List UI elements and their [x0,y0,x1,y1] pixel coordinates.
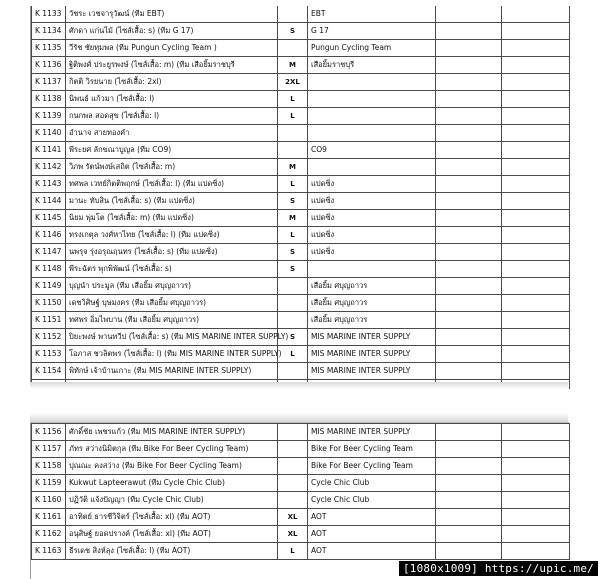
participant-table-2 [31,423,570,560]
empty-cell [502,441,570,458]
shirt-size-cell: L [278,227,308,244]
empty-cell [436,91,502,108]
participant-name-cell: วิภพ รัตน์พงษ์เสถิต (ไซส์เสื้อ: m) [66,159,278,176]
participant-name-cell: มานะ ทับสิน (ไซส์เสื้อ: s) (ทีม แปดซิ่ง) [66,193,278,210]
empty-cell [436,57,502,74]
participant-name-cell: โอภาส ชวลิตพร (ไซส์เสื้อ: l) (ทีม MIS MARINE INTER SUPPLY) [66,346,278,363]
participant-name-cell: ทรงเกตุล วงศ์หาไทย (ไซส์เสื้อ: l) (ทีม แปดซิ่ง) [66,227,278,244]
bib-number-cell: K 1152 [32,329,66,346]
shirt-size-cell [278,492,308,509]
table-row [32,6,570,23]
empty-cell [502,57,570,74]
empty-cell [436,159,502,176]
table-row [32,142,570,159]
participant-name-cell: เดชวิศิษฐ์ บุษมงคร (ทีม เสือยิ้ม ศบุญถาวร) [66,295,278,312]
bib-number-cell: K 1159 [32,475,66,492]
empty-cell [502,23,570,40]
table-row [32,363,570,380]
empty-cell [502,210,570,227]
participant-name-cell: ฐิติพงศ์ ประยูรพงษ์ (ไซส์เสื้อ: m) (ทีม เสือยิ้มราชบุรี [66,57,278,74]
shirt-size-cell: M [278,159,308,176]
empty-cell [502,312,570,329]
bib-number-cell: K 1149 [32,278,66,295]
empty-cell [502,278,570,295]
team-cell: แปดซิ่ง [308,244,436,261]
table-row [32,176,570,193]
participant-name-cell: ศักดา แก่นไม้ (ไซส์เสื้อ: s) (ทีม G 17) [66,23,278,40]
team-cell: MIS MARINE INTER SUPPLY [308,346,436,363]
bib-number-cell: K 1153 [32,346,66,363]
team-cell [308,91,436,108]
participant-name-cell: นิยม พุ่มโต (ไซส์เสื้อ: m) (ทีม แปดซิ่ง) [66,210,278,227]
page-gap-shadow [30,413,568,422]
team-cell: เสือยิ้ม ศบุญถาวร [308,295,436,312]
empty-cell [436,346,502,363]
table-row [32,57,570,74]
team-cell [308,74,436,91]
table-row [32,108,570,125]
bib-number-cell: K 1161 [32,509,66,526]
table-row [32,346,570,363]
bib-number-cell: K 1163 [32,543,66,560]
team-cell: AOT [308,509,436,526]
empty-cell [502,261,570,278]
table-row [32,261,570,278]
shirt-size-cell: S [278,261,308,278]
empty-cell [436,526,502,543]
table-row [32,509,570,526]
empty-cell [502,492,570,509]
empty-cell [436,125,502,142]
participant-name-cell: ปฏิวัติ แจ้งปัญญา (ทีม Cycle Chic Club) [66,492,278,509]
shirt-size-cell: L [278,176,308,193]
table-row [32,543,570,560]
bib-number-cell: K 1135 [32,40,66,57]
empty-cell [502,125,570,142]
empty-cell [502,329,570,346]
shirt-size-cell [278,295,308,312]
empty-cell [436,329,502,346]
participant-name-cell: วัชระ เวชจารุวัฒน์ (ทีม EBT) [66,6,278,23]
shirt-size-cell: L [278,543,308,560]
image-size-watermark: [1080x1009] https://upic.me/ [399,561,598,576]
participant-name-cell: นพรุจ รุ่งอรุณฤนทร (ไซส์เสื้อ: s) (ทีม แปดซิ่ง) [66,244,278,261]
participant-name-cell: อาทิตย์ ธารชีวิจิตร์ (ไซส์เสื้อ: xl) (ทีม AOT) [66,509,278,526]
bib-number-cell: K 1157 [32,441,66,458]
team-cell [308,159,436,176]
shirt-size-cell [278,40,308,57]
bib-number-cell: K 1154 [32,363,66,380]
empty-cell [436,261,502,278]
empty-cell [502,526,570,543]
shirt-size-cell: L [278,346,308,363]
shirt-size-cell [278,424,308,441]
table-row [32,227,570,244]
shirt-size-cell [278,312,308,329]
empty-cell [502,346,570,363]
team-cell: Cycle Chic Club [308,475,436,492]
table-row [32,441,570,458]
document-page-2 [30,422,569,579]
bib-number-cell: K 1133 [32,6,66,23]
participant-name-cell: บุญนำ ประมูล (ทีม เสือยิ้ม ศบุญถาวร) [66,278,278,295]
empty-cell [436,23,502,40]
participant-name-cell: นิพนธ์ แก้วมา (ไซส์เสื้อ: l) [66,91,278,108]
table-row [32,329,570,346]
table-row [32,458,570,475]
empty-cell [502,74,570,91]
empty-cell [436,424,502,441]
team-cell: MIS MARINE INTER SUPPLY [308,363,436,380]
empty-cell [502,424,570,441]
participant-name-cell: วีรัช ชัยทุมพล (ทีม Pungun Cycling Team ) [66,40,278,57]
table-row [32,74,570,91]
empty-cell [502,509,570,526]
bib-number-cell: K 1147 [32,244,66,261]
participant-name-cell: พีระยศ ลักขณาบูญล (ทีม CO9) [66,142,278,159]
empty-cell [436,142,502,159]
bib-number-cell: K 1156 [32,424,66,441]
participant-name-cell: ภัทร สว่างนิมิตกุล (ทีม Bike For Beer Cycling Team) [66,441,278,458]
bib-number-cell: K 1162 [32,526,66,543]
team-cell: CO9 [308,142,436,159]
empty-cell [502,458,570,475]
team-cell [308,108,436,125]
participant-name-cell: อำนาจ สายทองคำ [66,125,278,142]
table-row [32,278,570,295]
empty-cell [436,458,502,475]
document-page-1 [30,6,570,382]
bib-number-cell: K 1134 [32,23,66,40]
bib-number-cell: K 1145 [32,210,66,227]
team-cell: AOT [308,543,436,560]
empty-cell [502,363,570,380]
table-row [32,40,570,57]
team-cell: แปดซิ่ง [308,193,436,210]
table-row [32,475,570,492]
empty-cell [436,475,502,492]
empty-cell [502,108,570,125]
team-cell: แปดซิ่ง [308,227,436,244]
bib-number-cell: K 1158 [32,458,66,475]
empty-cell [436,363,502,380]
bib-number-cell: K 1148 [32,261,66,278]
team-cell: เสือยิ้ม ศบุญถาวร [308,312,436,329]
empty-cell [436,176,502,193]
bib-number-cell: K 1136 [32,57,66,74]
empty-cell [502,244,570,261]
page-gap [0,389,600,415]
empty-cell [502,295,570,312]
empty-cell [502,40,570,57]
shirt-size-cell: S [278,329,308,346]
bib-number-cell: K 1142 [32,159,66,176]
shirt-size-cell: XL [278,526,308,543]
table-row [32,312,570,329]
bib-number-cell: K 1144 [32,193,66,210]
team-cell: Pungun Cycling Team [308,40,436,57]
empty-cell [502,142,570,159]
table-row [32,125,570,142]
team-cell: Bike For Beer Cycling Team [308,458,436,475]
shirt-size-cell: 2XL [278,74,308,91]
team-cell: MIS MARINE INTER SUPPLY [308,329,436,346]
table-row [32,244,570,261]
empty-cell [436,40,502,57]
shirt-size-cell [278,458,308,475]
shirt-size-cell [278,441,308,458]
team-cell: Bike For Beer Cycling Team [308,441,436,458]
empty-cell [436,543,502,560]
shirt-size-cell [278,142,308,159]
bib-number-cell: K 1140 [32,125,66,142]
bib-number-cell: K 1160 [32,492,66,509]
empty-cell [436,278,502,295]
team-cell [308,125,436,142]
shirt-size-cell: L [278,91,308,108]
empty-cell [436,227,502,244]
team-cell [308,261,436,278]
bib-number-cell: K 1146 [32,227,66,244]
empty-cell [502,176,570,193]
bib-number-cell: K 1139 [32,108,66,125]
team-cell: เสือยิ้ม ศบุญถาวร [308,278,436,295]
empty-cell [436,210,502,227]
table-row [32,295,570,312]
shirt-size-cell [278,125,308,142]
team-cell: G 17 [308,23,436,40]
empty-cell [502,543,570,560]
empty-cell [436,244,502,261]
participant-name-cell: พิทักษ์ เจ้าบ้านเกาะ (ทีม MIS MARINE INTER SUPPLY) [66,363,278,380]
bib-number-cell: K 1143 [32,176,66,193]
bib-number-cell: K 1151 [32,312,66,329]
bib-number-cell: K 1141 [32,142,66,159]
table-row [32,23,570,40]
empty-cell [502,159,570,176]
shirt-size-cell: S [278,193,308,210]
participant-name-cell: พีระฉัตร พุกพิพัฒน์ (ไซส์เสื้อ: s) [66,261,278,278]
shirt-size-cell [278,475,308,492]
participant-table-1 [31,6,570,397]
team-cell: MIS MARINE INTER SUPPLY [308,424,436,441]
empty-cell [502,6,570,23]
shirt-size-cell [278,6,308,23]
empty-cell [436,509,502,526]
table-row [32,159,570,176]
empty-cell [502,193,570,210]
bib-number-cell: K 1137 [32,74,66,91]
empty-cell [436,74,502,91]
participant-name-cell: อนุสิษฐ์ ยอดปรางค์ (ไซส์เสื้อ: xl) (ทีม AOT) [66,526,278,543]
team-cell: AOT [308,526,436,543]
participant-name-cell: ปุณณะ คงสว่าง (ทีม Bike For Beer Cycling Team) [66,458,278,475]
shirt-size-cell: M [278,210,308,227]
empty-cell [436,441,502,458]
shirt-size-cell [278,278,308,295]
shirt-size-cell: L [278,108,308,125]
team-cell: แปดซิ่ง [308,210,436,227]
empty-cell [436,295,502,312]
bib-number-cell: K 1138 [32,91,66,108]
empty-cell [436,108,502,125]
table-row [32,526,570,543]
table-row [32,91,570,108]
participant-name-cell: กิตติ วิรยนาย (ไซส์เสื้อ: 2xl) [66,74,278,91]
shirt-size-cell: S [278,23,308,40]
participant-name-cell: ทศพล เวทย์กิตติพฤกษ์ (ไซส์เสื้อ: l) (ทีม แปดซิ่ง) [66,176,278,193]
page-gap-shadow [30,382,568,389]
empty-cell [436,312,502,329]
table-row [32,492,570,509]
empty-cell [502,91,570,108]
empty-cell [436,193,502,210]
participant-name-cell: ธีรเดช สิงห์ลุง (ไซส์เสื้อ: l) (ทีม AOT) [66,543,278,560]
participant-name-cell: Kukwut Lapteerawut (ทีม Cycle Chic Club) [66,475,278,492]
participant-name-cell: ทศพร อิ่มไพบาน (ทีม เสือยิ้ม ศบุญถาวร) [66,312,278,329]
team-cell: เสือยิ้มราชบุรี [308,57,436,74]
participant-name-cell: กนกพล สอดสุข (ไซส์เสื้อ: l) [66,108,278,125]
shirt-size-cell: M [278,57,308,74]
empty-cell [502,227,570,244]
empty-cell [502,475,570,492]
participant-name-cell: ปิยะพงษ์ พานทวีป (ไซส์เสื้อ: s) (ทีม MIS MARINE INTER SUPPLY) [66,329,278,346]
team-cell: Cycle Chic Club [308,492,436,509]
bib-number-cell: K 1150 [32,295,66,312]
table-row [32,424,570,441]
shirt-size-cell [278,363,308,380]
table-row [32,210,570,227]
shirt-size-cell: S [278,244,308,261]
empty-cell [436,6,502,23]
empty-cell [436,492,502,509]
table-row [32,193,570,210]
participant-name-cell: ศักดิ์ชัย เพชรแก้ว (ทีม MIS MARINE INTER SUPPLY) [66,424,278,441]
team-cell: EBT [308,6,436,23]
shirt-size-cell: XL [278,509,308,526]
team-cell: แปดซิ่ง [308,176,436,193]
